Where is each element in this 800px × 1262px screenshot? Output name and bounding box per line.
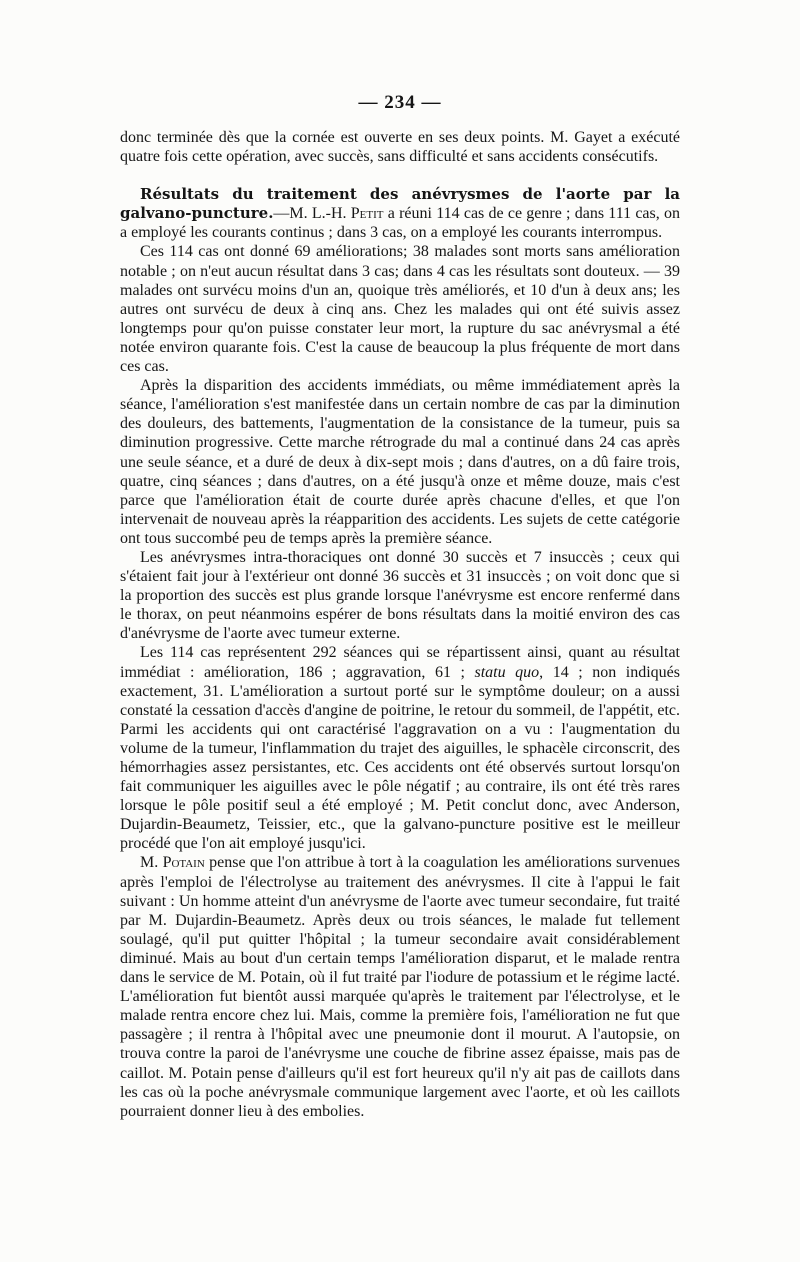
author-prefix: —M. L.-H.: [273, 205, 351, 223]
page-number: — 234 —: [358, 92, 442, 113]
paragraph-sessions: [120, 643, 680, 853]
statu-quo-term: statu quo: [474, 663, 540, 681]
body-text: [120, 128, 680, 1121]
paragraph-improvement: Après la disparition des accidents immédiats, ou même immédiatement après la séance, l'amélioration s'est manifestée dans un certain nombre de cas par la diminution des douleurs, des battements, l'augmentation de la consistance de la tumeur, puis sa diminution progressive. Cette marche rétrograde du mal a continué dans 24 cas après une seule séance, et a duré de deux à dix-sept mois ; dans d'autres, on a dû faire trois, quatre, cinq séances ; dans d'autres, on a été jusqu'à onze et même douze, mais c'est parce que l'amélioration était de courte durée après chacune d'elles, et que l'on intervenait de nouveau après la réapparition des accidents. Les sujets de cette catégorie ont tous succombé peu de temps après la première séance.: [120, 377, 680, 547]
paragraph-body: a réuni 114 cas de ce genre ; dans 111 cas, on a employé les courants continus ; dans 3 cas, on a employé les courants interrompus.: [120, 205, 680, 242]
potain-body: pense que l'on attribue à tort à la coagulation les améliorations survenues après l'emploi de l'électrolyse au traitement des anévrysmes. Il cite à l'appui le fait suivant : Un homme atteint d'un anévrysme de l'aorte avec tumeur secondaire, fut traité par M. Dujardin-Beaumetz. Après deux ou trois séances, le malade fut tellement soulagé, qu'il put quitter l'hôpital ; la tumeur secondaire avait considérablement diminué. Mais au bout d'un certain temps l'amélioration disparut, et le malade rentra dans le service de M. Potain, où il fut traité par l'iodure de potassium et le régime lacté. L'amélioration fut bientôt aussi marquée qu'après le traitement par l'électrolyse, et le malade rentra encore chez lui. Mais, comme la première fois, l'amélioration ne fut que passagère ; il rentra à l'hôpital avec une pneumonie dont il mourut. A l'autopsie, on trouva contre la paroi de l'anévrysme une couche de fibrine assez épaisse, mais pas de caillot. M. Potain pense d'ailleurs qu'il est fort heureux qu'il n'y ait pas de caillots dans les cas où la poche anévrysmale communique largement avec l'aorte, et où les caillots pourraient donner lieu à des embolies.: [120, 854, 680, 1120]
paragraph-potain: [120, 853, 680, 1120]
paragraph-section-start: [120, 185, 680, 242]
potain-prefix: M.: [140, 854, 163, 872]
sessions-text-a: Les 114 cas représentent 292 séances qui se répartissent ainsi, quant au résultat immédiat : amélioration, 186 ; aggravation, 61 ;: [120, 644, 680, 681]
author-name: Petit: [350, 205, 384, 223]
potain-name: Potain: [162, 854, 205, 872]
paragraph-results: Ces 114 cas ont donné 69 améliorations; 38 malades sont morts sans amélioration notable ; on n'eut aucun résultat dans 3 cas; dans 4 cas les résultats sont douteux. — 39 malades ont survécu moins d'un an, quoique très améliorés, et 10 d'un à deux ans; les autres ont survécu de deux à cinq ans. Chez les malades qui ont été suivis assez longtemps pour qu'on puisse constater leur mort, la rupture du sac anévrysmal a été notée environ quarante fois. C'est la cause de beaucoup la plus fréquente de mort dans ces cas.: [120, 243, 680, 376]
paragraph-continuation: donc terminée dès que la cornée est ouverte en ses deux points. M. Gayet a exécuté quatre fois cette opération, avec succès, sans difficulté et sans accidents consécutifs.: [120, 129, 680, 166]
section-heading: Résultats du traitement des anévrysmes de l'aorte par la galvano-puncture.: [120, 185, 680, 223]
paragraph-intrathoracic: Les anévrysmes intra-thoraciques ont donné 30 succès et 7 insuccès ; ceux qui s'étaient fait jour à l'extérieur ont donné 36 succès et 31 insuccès ; on voit donc que si la proportion des succès est plus grande lorsque l'anévrysme est encore renfermé dans le thorax, on peut néanmoins espérer de bons résultats dans la moitié environ des cas d'anévrysme de l'aorte avec tumeur externe.: [120, 548, 680, 643]
sessions-text-b: , 14 ; non indiqués exactement, 31. L'amélioration a surtout porté sur le symptôme douleur; on a aussi constaté la cessation d'accès d'angine de poitrine, le retour du sommeil, de l'appétit, etc. Parmi les accidents qui ont caractérisé l'aggravation on a vu : l'augmentation du volume de la tumeur, l'inflammation du trajet des aiguilles, le sphacèle circonscrit, des hémorrhagies assez persistantes, etc. Ces accidents ont été observés surtout lorsqu'on fait communiquer les aiguilles avec le pôle négatif ; au contraire, ils ont été très rares lorsque le pôle positif seul a été employé ; M. Petit conclut donc, avec Anderson, Dujardin-Beaumetz, Teissier, etc., que la galvano-puncture positive est le meilleur procédé que l'on ait employé jusqu'ici.: [120, 663, 681, 853]
